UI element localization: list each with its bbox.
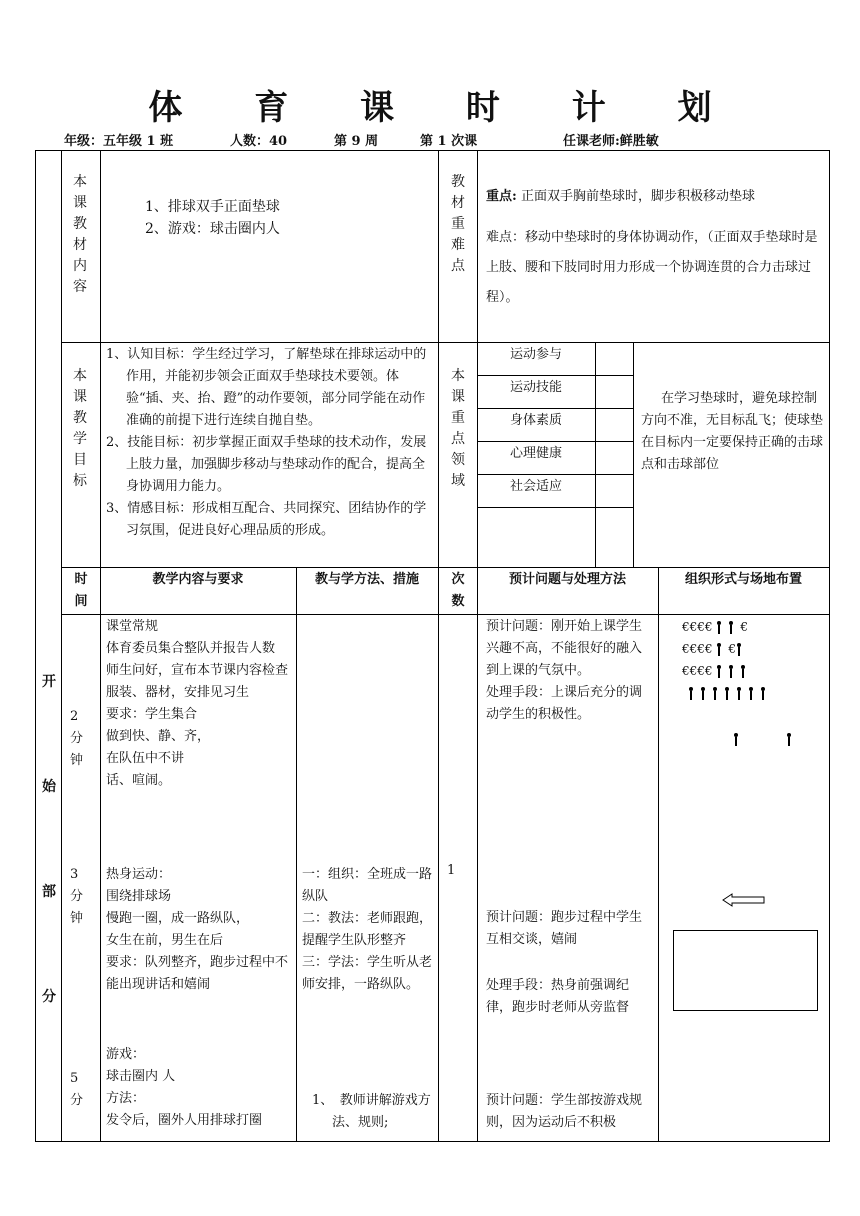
domain-note: 在学习垫球时，避免球控制方向不准，无目标乱飞；使球垫在目标内一定要保持正确的击球点和击球部位: [641, 391, 824, 472]
section-label-goals: 本课教学目标: [73, 368, 87, 489]
method-warmup: 一：组织：全班成一路纵队 二：教法：老师跟跑，提醒学生队形整齐 三：学法：学生听从老师安排，一路纵队。: [302, 867, 433, 992]
week-info: 第 9 周: [334, 134, 379, 149]
key-points-title: 重点:: [486, 189, 517, 204]
goal-cognitive: 1、认知目标：学生经过学习，了解垫球在排球运动中的作用，并能初步领会正面双手垫球技术要领。体验“插、夹、抬、蹬”的动作要领，部分同学能在动作准确的前提下进行连续自抛自垫。: [106, 347, 427, 428]
count-warmup: 1: [447, 863, 456, 878]
content-game: 游戏： 球击圈内 人 方法： 发令后，圈外人用排球打圈: [106, 1047, 263, 1128]
goal-emotion: 3、情感目标：形成相互配合、共同探究、团结协作的学习氛围，促进良好心理品质的形成。: [106, 501, 427, 538]
key-points: [486, 184, 822, 210]
content-item-2: 2、游戏：球击圈内人: [145, 221, 280, 237]
problem-routine: 预计问题：刚开始上课学生兴趣不高，不能很好的融入到上课的气氛中。 处理手段：上课后充分的调动学生的积极性。: [486, 619, 643, 722]
section-label-content: 本课教材内容: [73, 174, 87, 295]
col-problem: 预计问题与处理方法: [508, 572, 626, 587]
col-time: 时间: [74, 572, 88, 609]
method-game: 1、 教师讲解游戏方法、规则;: [312, 1093, 431, 1130]
time-2: 3 分 钟: [70, 867, 84, 926]
teacher-info: 任课老师:鲜胜敏: [563, 134, 659, 149]
content-routine: 课堂常规 体育委员集合整队并报告人数 师生问好，宣布本节课内容检查服装、器材，安排见习生 要求：学生集合 做到快、静、齐， 在队伍中不讲 话、喧闹。: [106, 619, 289, 788]
domain-5: 社会适应: [509, 479, 562, 494]
content-item-1: 1、排球双手正面垫球: [145, 199, 280, 215]
problem-warmup: 预计问题：跑步过程中学生互相交谈，嬉闹: [486, 910, 643, 947]
grade-info: 年级：五年级 1 班: [64, 134, 174, 149]
part-label: 开始部分: [42, 674, 56, 1005]
lesson-number: 第 1 次课: [420, 134, 478, 149]
court-rectangle: [673, 930, 818, 1011]
student-count: 人数：40: [230, 134, 288, 149]
domain-4: 心理健康: [509, 446, 562, 461]
domain-2: 运动技能: [509, 380, 562, 395]
col-method: 教与学方法、措施: [314, 572, 419, 587]
col-content: 教学内容与要求: [152, 572, 244, 587]
difficulty-text: 难点：移动中垫球时的身体协调动作，（正面双手垫球时是上肢、腰和下肢同时用力形成一个协调连贯的合力击球过程）。: [486, 230, 818, 305]
time-3: 5 分: [70, 1071, 84, 1108]
page-title: 体 育 课 时 计 划: [148, 88, 742, 128]
domain-1: 运动参与: [509, 347, 562, 362]
domain-3: 身体素质: [509, 413, 562, 428]
section-label-domain: 本课重点领域: [451, 368, 465, 489]
goal-skill: 2、技能目标：初步掌握正面双手垫球的技术动作，发展上肢力量，加强脚步移动与垫球动作的配合，提高全身协调用力能力。: [106, 435, 427, 494]
col-organization: 组织形式与场地布置: [684, 572, 802, 587]
col-count: 次数: [451, 572, 465, 609]
problem-game: 预计问题：学生部按游戏规则，因为运动后不积极: [486, 1093, 643, 1130]
key-points-text: 正面双手胸前垫球时，脚步积极移动垫球: [520, 189, 755, 204]
left-arrow-icon: [722, 893, 766, 907]
content-warmup: 热身运动： 围绕排球场 慢跑一圈，成一路纵队， 女生在前，男生在后 要求：队列整齐，跑步过程中不能出现讲话和嬉闹: [106, 867, 289, 992]
goals-list: [106, 344, 434, 542]
time-1: 2 分 钟: [70, 709, 84, 768]
section-label-keypoints: 教材重难点: [451, 174, 465, 274]
solution-warmup: 处理手段：热身前强调纪律，跑步时老师从旁监督: [486, 978, 630, 1015]
